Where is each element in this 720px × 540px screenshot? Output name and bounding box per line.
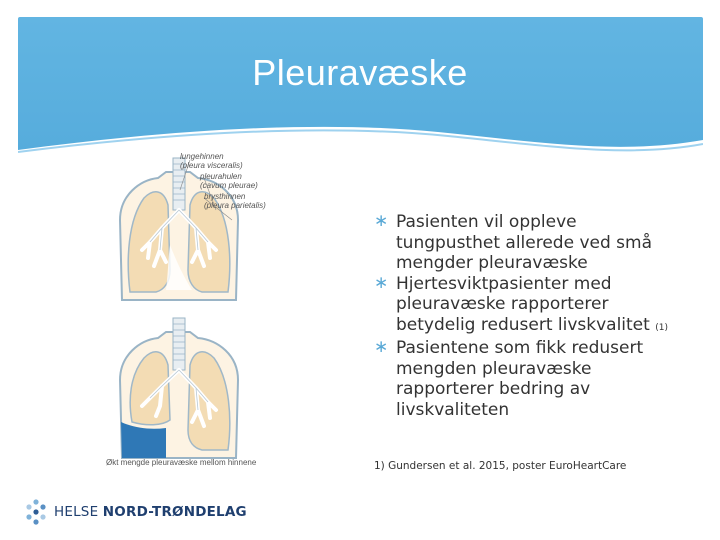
- bullet-text: Pasientene som fikk redusert mengden pleuravæske rapporterer bedring av livskvaliteten: [396, 338, 644, 420]
- footnote: 1) Gundersen et al. 2015, poster EuroHeartCare: [374, 460, 627, 472]
- slide-title: Pleuravæske: [252, 52, 468, 93]
- logo-dots-icon: [24, 499, 48, 525]
- lung-illustration: [100, 150, 370, 470]
- label-cavity: pleurahulen (cavum pleurae): [200, 172, 258, 190]
- reference-marker: (1): [655, 322, 668, 333]
- asterisk-icon: ∗: [374, 337, 389, 357]
- bullet-item: [374, 338, 674, 420]
- bullet-item: [374, 274, 674, 339]
- bullet-text: Pasienten vil oppleve tungpusthet allerede ved små mengder pleuravæske: [396, 212, 652, 273]
- asterisk-icon: ∗: [374, 272, 389, 293]
- bullet-text: Hjertesviktpasienter med pleuravæske rapporterer betydelig redusert livskvalitet: [396, 273, 650, 335]
- label-visceral: lungehinnen (pleura visceralis): [180, 152, 243, 170]
- bullet-list: [374, 212, 674, 420]
- logo-text: HELSE NORD-TRØNDELAG: [54, 504, 247, 520]
- label-parietal: brysthinnen (pleura parietalis): [204, 192, 266, 210]
- illustration-caption: Økt mengde pleuravæske mellom hinnene: [106, 458, 257, 467]
- bullet-item: [374, 212, 674, 274]
- asterisk-icon: ∗: [374, 211, 389, 231]
